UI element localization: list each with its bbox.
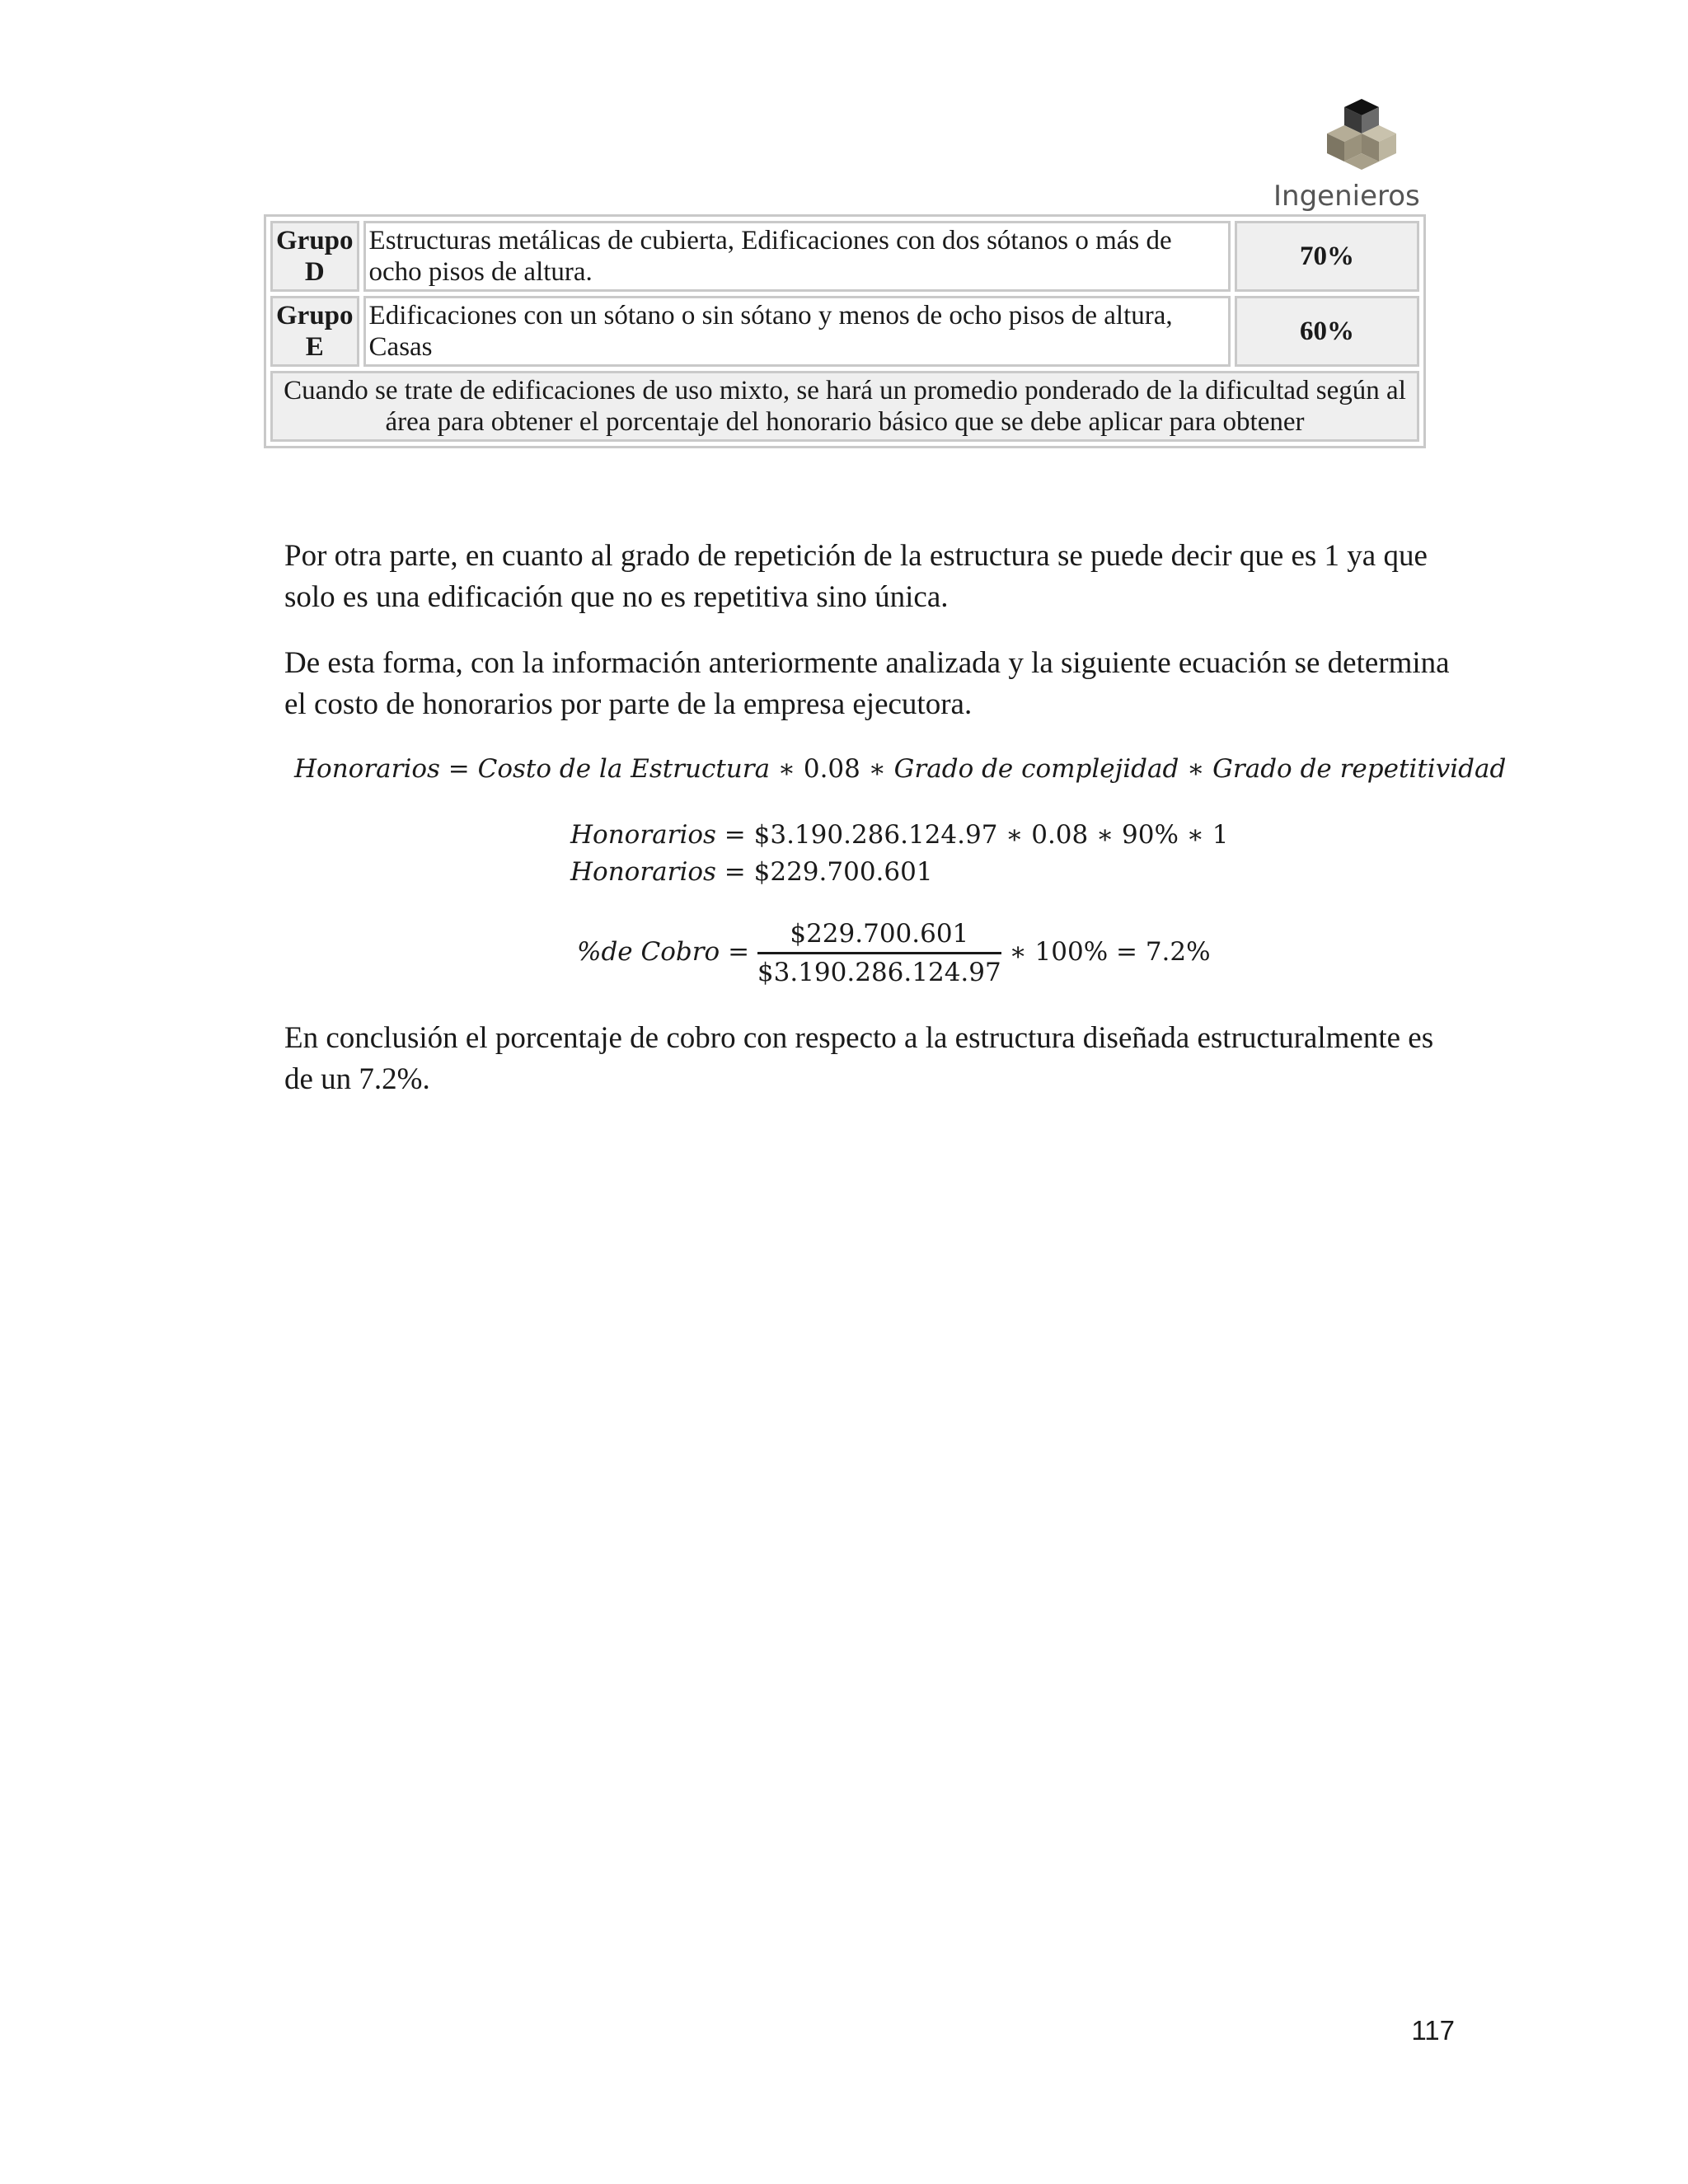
grupo-percent: 70% bbox=[1235, 221, 1419, 292]
paragraph-repeticion: Por otra parte, en cuanto al grado de repetición de la estructura se puede decir que es 1 ya que solo es una edificación que no es repetitiva sino única. bbox=[284, 539, 1428, 614]
logo-text: Ingenieros bbox=[1273, 180, 1420, 213]
table-row bbox=[270, 296, 1419, 367]
table-row bbox=[270, 221, 1419, 292]
eq-lhs: Honorarios bbox=[570, 857, 716, 887]
eq-rhs: $3.190.286.124.97 ∗ 0.08 ∗ 90% ∗ 1 bbox=[753, 820, 1229, 850]
grupo-percent: 60% bbox=[1235, 296, 1419, 367]
eq-lhs: Honorarios bbox=[570, 820, 716, 850]
paragraph-ecuacion-intro: De esta forma, con la información anteriormente analizada y la siguiente ecuación se determina el costo de honorarios por parte de la empresa ejecutora. bbox=[284, 646, 1450, 721]
fraction-denominator: $3.190.286.124.97 bbox=[757, 958, 1001, 987]
equation-cobro: %de Cobro = $\frac{\$229.700.601}{\$3.190.286.124.97}$ ∗ 100% = 7.2% bbox=[577, 919, 1211, 987]
fraction bbox=[757, 919, 1001, 987]
eq-lhs: Honorarios bbox=[294, 754, 440, 784]
equation-general: Honorarios = Costo de la Estructura ∗ 0.08 ∗ Grado de complejidad ∗ Grado de repetitividad bbox=[294, 754, 1507, 784]
company-logo bbox=[1273, 97, 1459, 217]
eq-tail: ∗ 100% = 7.2% bbox=[1009, 937, 1211, 967]
grupos-table bbox=[264, 214, 1426, 448]
grupo-description: Estructuras metálicas de cubierta, Edificaciones con dos sótanos o más de ocho pisos de altura. bbox=[363, 221, 1231, 292]
eq-term-repetitividad: Grado de repetitividad bbox=[1212, 754, 1507, 784]
table-row bbox=[270, 371, 1419, 442]
grupo-label: Grupo D bbox=[270, 221, 359, 292]
cube-logo-icon bbox=[1323, 97, 1401, 180]
mixed-use-note: Cuando se trate de edificaciones de uso mixto, se hará un promedio ponderado de la dificultad según al área para obtener el porcentaje del honorario básico que se debe aplicar para obtener bbox=[270, 371, 1419, 442]
eq-lhs: %de Cobro bbox=[577, 937, 720, 967]
grupo-description: Edificaciones con un sótano o sin sótano y menos de ocho pisos de altura, Casas bbox=[363, 296, 1231, 367]
page-number: 117 bbox=[1411, 2015, 1455, 2046]
equation-result: Honorarios = $229.700.601 bbox=[570, 857, 933, 887]
eq-factor: 0.08 bbox=[803, 754, 860, 784]
eq-term-complejidad: Grado de complejidad bbox=[893, 754, 1179, 784]
eq-term-costo: Costo de la Estructura bbox=[477, 754, 771, 784]
paragraph-conclusion: En conclusión el porcentaje de cobro con respecto a la estructura diseñada estructuralmente es de un 7.2%. bbox=[284, 1021, 1434, 1096]
eq-rhs: $229.700.601 bbox=[753, 857, 933, 887]
equation-substituted: Honorarios = $3.190.286.124.97 ∗ 0.08 ∗ 90% ∗ 1 bbox=[570, 820, 1229, 850]
fraction-numerator: $229.700.601 bbox=[757, 919, 1001, 954]
grupo-label: Grupo E bbox=[270, 296, 359, 367]
